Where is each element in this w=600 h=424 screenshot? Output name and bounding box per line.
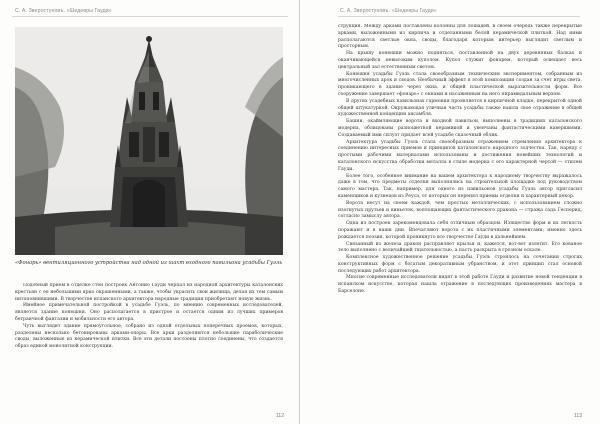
page-number-right: 113 (574, 413, 582, 419)
right-body-text (338, 24, 582, 406)
paragraph: Многие современные исследователи видят в этой работе Гауди и развитие новой тенденции в испанском искусстве, которая нашла отражение в последующих произведениях мастера в Барселоне. (338, 275, 582, 295)
paragraph: Чуть выглядит здание прямоугольное, собрано из одной отдельных поперечных проемов, которых, разделены несколько бетонированы арками-опоры. Все арки разделяются небольшие параболические своды, выложенные из керамической плитки. Все эти детали постоены плотно соединены, что создается образ единой монолитной конструкции. (15, 323, 283, 350)
paragraph: В других усадебных павильонах гармония проявляется в кирпичной кладке, перекрытой одной общей штукатуркой. Окружающая уличная часть усадьбы также нашла свое отражение в общей художественной концепции ансамбля. (338, 98, 582, 118)
paragraph: Подобный прием в отделке стен построек Антонио Гауди черпал из народной архитектуры каталонских крестьян с ее небольшими ярко окрашенными, а также, чтобы украсить свои жилища, делая их тем самым нитоповнившими. В творчестве испанского архитектора народные традиции приобретают новую жизнь. (15, 283, 283, 302)
right-page (300, 0, 600, 424)
paragraph: На крышу конюшни можно подняться, поставленной на двух деревянных балках и оканчивающейся невысоким куполом. Купол служит фонарем, который освещает весь центральный зал естественным светом. (338, 51, 582, 70)
paragraph: Более того, особенное внимание на вашем архитектора к народному творчеству выражалось даже в том, что предметы отделки выполнялись на строительной площадке под руководством самого мастера. Так, например, для одного из павильонов усадьбы Гуэль автор пригласил каменщиков и кузнецов из Реуса, от которых он перенял приемы отделки и характерный декор. (338, 173, 582, 199)
paragraph: Архитектура усадьбы Гуэль стала своеобразным отражением стремления архитектора к соединению интересных приемов и принципов каталонского народного зодчества. Так, наряду с простыми рабочими материалами использованы и достижения новейших технологий и каталонского искусства обработки металла в стиле модерна с его характерной чертой — стилем Гауди. (338, 139, 582, 172)
running-head-left: С. А. Зверостуновъ. «Шедевры Гауди» (15, 8, 112, 14)
paragraph: Имейное примечательной постройкой в усадьбе Гуэль, по мнению современных исследователей, является здание конюшни. Оно располагается в пристрое и остается одним из лучших примеров бетраичной фантазии и мобильности его автора. (15, 303, 283, 322)
figure-caption: «Фонарь» вентиляционного устройства над одной из шахт входного павильона усадьбы Гуэль (15, 260, 283, 266)
running-head-right: С. А. Зверостуновъ. «Шедевры Гауди» (340, 8, 437, 14)
paragraph: Башни, окаймляющие ворота и входной павильон, выполнены в традициях каталонского модерна, облицованы разноцветной керамикой и увенчаны фантастическими навершиями. Создаваемый ими силуэт придает всей усадьбе сказочный облик. (338, 119, 582, 138)
paragraph: Конюшня усадьбы Гуэль стала своеобразным техническим экспериментом, собранным из многочисленных арок и сводов. Необычный эффект в этой композиции создан за счет игры света, проникающего в здание через окна, и общей пластической выразительности форм. Все сооружение завершает «фонарь» с окнами и насаженным на него пирамидальным верхом. (338, 71, 582, 97)
paragraph: струкция. Между арками поставлены колонны для лошадей, в своем очередь также перекрытые арками, выложенными из кирпича и отделанными белой керамической плиткой. Над ними располагаются светлые окна, своды, благодаря которым интерьер выглядит светлым и просторным. (338, 24, 582, 50)
paragraph: Одна из построек зарекомендовала себя отличным образцом. Изящество форм и их легкость поражают и в наши дни. Впечатляют ворота с их пластичными элементами; именно здесь рождается поэзия, которой проникнуто все творчество Гауди в дальнейшем. (338, 221, 582, 240)
header-rule-right (338, 16, 580, 17)
photo-gothic-architecture (15, 27, 283, 255)
paragraph: Связанный из железа дракон расправляет крылья и, кажется, вот-вот взлетит. Его кованое тело выполнено с величайшей тщательностью, а пасть раскрыта в грозном оскале. (338, 241, 582, 254)
paragraph: Ворота несут на своем каждой, чем простых металлических, с использованием сложно изогнутых прутьев и виньеток, воплощающих фантастического дракона — стража сада Гесперид, согласно замыслу автора. (338, 200, 582, 220)
left-body-text (15, 283, 283, 411)
page-number-left: 112 (276, 413, 284, 419)
header-rule-left (12, 16, 288, 17)
paragraph: Комплексное художественное решение усадьбы Гуэль строилось на сочетании строгих конструктивных форм с богатым декоративным убранством, и этот принцип стал основой последующих работ архитектора. (338, 255, 582, 274)
